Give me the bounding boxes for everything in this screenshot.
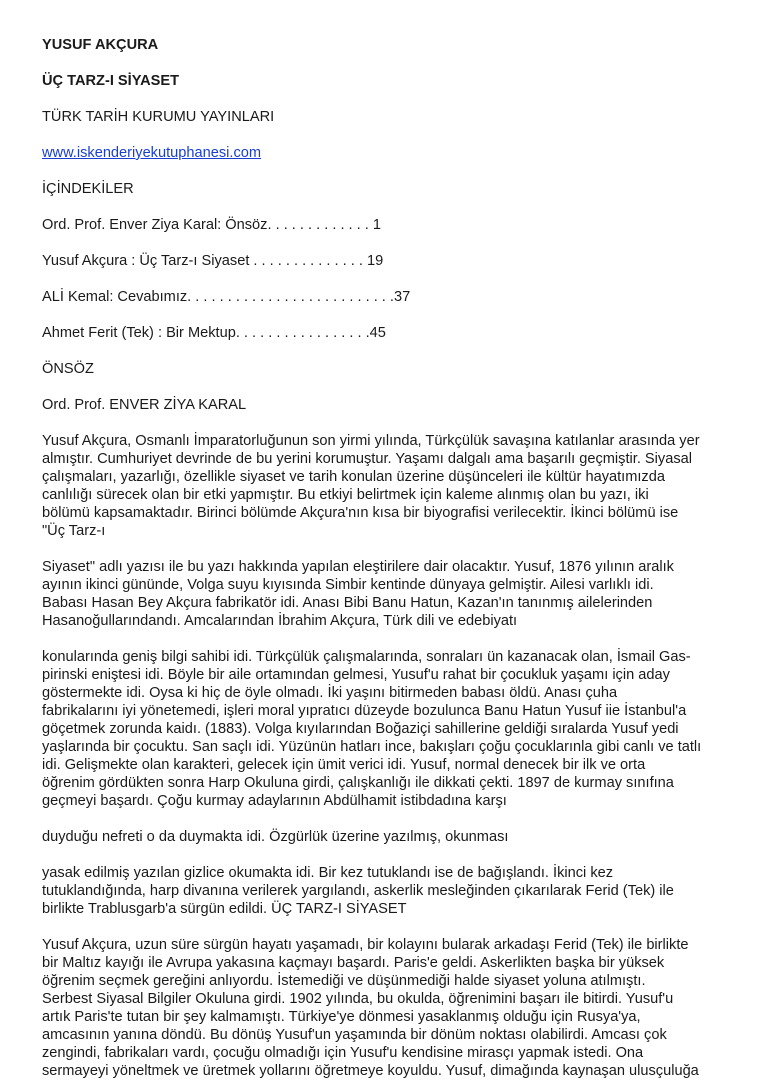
text-line: birlikte Trablusgarb'a sürgün edildi. ÜÇ TARZ-I SİYASET (42, 901, 407, 917)
toc-entry: Ahmet Ferit (Tek) : Bir Mektup. . . . . . . . . . . . . . . . .45 (42, 325, 386, 341)
text-line: çalışmaları, yazarlığı, özellikle siyaset ve tarih konulan üzerine düşünceleri ile kültür hayatımızda (42, 469, 665, 485)
text-line: ayının ikinci gününde, Volga suyu kıyısında Simbir kentinde dünyaya gelmiştir. Ailesi varlıklı idi. (42, 577, 654, 593)
text-line: artık Paris'te tutan bir şey kalmamıştı. Türkiye'ye dönmesi yasaklanmış olduğu için Rusya'ya, (42, 1009, 641, 1025)
author-name: YUSUF AKÇURA (42, 37, 159, 53)
text-line: almıştır. Cumhuriyet devrinde de bu yerini korumuştur. Yaşamı dalgalı ama başarılı geçmiştir. Siyasal (42, 451, 692, 467)
text-line: Babası Hasan Bey Akçura fabrikatör idi. Anası Bibi Banu Hatun, Kazan'ın tanınmış ailelerinden (42, 595, 653, 611)
text-line: tutuklandığında, harp divanına verilerek yargılandı, askerlik mesleğinden çıkarılarak Ferid (Tek) ile (42, 883, 674, 899)
publisher-line: TÜRK TARİH KURUMU YAYINLARI (42, 109, 275, 125)
toc-heading: İÇİNDEKİLER (42, 181, 134, 197)
text-line: yaşlarında bir çocuktu. San saçlı idi. Yüzünün hatları ince, bakışları çoğu çocuklarınla gibi canlı ve tatlı (42, 739, 702, 755)
text-line: Yusuf Akçura, uzun süre sürgün hayatı yaşamadı, bir kolayını bularak arkadaşı Ferid (Tek) ile birlikte (42, 937, 689, 953)
text-line: duyduğu nefreti o da duymakta idi. Özgürlük üzerine yazılmış, okunması (42, 829, 509, 845)
preface-author: Ord. Prof. ENVER ZİYA KARAL (42, 397, 247, 413)
text-line: göstermekte idi. Oysa ki hiç de öyle olmadı. İki yaşını bitirmeden babası öldü. Anası çuha (42, 685, 618, 701)
text-line: amcasının yanına döndü. Bu dönüş Yusuf'un yaşamında bir dönüm noktası olabilirdi. Amcası çok (42, 1027, 667, 1043)
text-line: sermayeyi yöneltmek ve üretmek yollarını öğretmeye koyuldu. Yusuf, dimağında kaynaşan ulusçuluğa (42, 1063, 699, 1079)
text-line: bölümü kapsamaktadır. Birinci bölümde Akçura'nın kısa bir biyografisi verilecektir. İkinci bölümü ise (42, 505, 679, 521)
text-line: Serbest Siyasal Bilgiler Okuluna girdi. 1902 yılında, bu okulda, öğrenimini başarı ile bitirdi. Yusuf'u (42, 991, 674, 1007)
text-line: "Üç Tarz-ı (42, 523, 106, 539)
text-line: Siyaset" adlı yazısı ile bu yazı hakkında yapılan eleştirilere dair olacaktır. Yusuf, 1876 yılının aralık (42, 559, 674, 575)
paragraph-3 (42, 648, 730, 810)
paragraph-4 (42, 828, 730, 846)
text-line: fabrikalarını iyi yönetemedi, işleri moral yıpratıcı düzeyde bozulunca Banu Hatun Yusuf iie İstanbul'a (42, 703, 687, 719)
paragraph-6 (42, 936, 730, 1080)
text-line: Hasanoğullarındandı. Amcalarından İbrahim Akçura, Türk dili ve edebiyatı (42, 613, 518, 629)
text-line: konularında geniş bilgi sahibi idi. Türkçülük çalışmalarında, sonraları ün kazanacak olan, İsmail Gas- (42, 649, 691, 665)
book-title: ÜÇ TARZ-I SİYASET (42, 73, 180, 89)
text-line: geçmeyi başardı. Çoğu kurmay adaylarının Abdülhamit istibdadına karşı (42, 793, 507, 809)
toc-entry: ALİ Kemal: Cevabımız. . . . . . . . . . . . . . . . . . . . . . . . . .37 (42, 289, 411, 305)
paragraph-1 (42, 432, 730, 540)
paragraph-5 (42, 864, 730, 918)
text-line: bir Maltız kayığı ile Avrupa yakasına kaçmayı başardı. Paris'e geldi. Askerlikten başka bir yüksek (42, 955, 665, 971)
toc-entry: Yusuf Akçura : Üç Tarz-ı Siyaset . . . . . . . . . . . . . . 19 (42, 253, 384, 269)
website-link[interactable]: www.iskenderiyekutuphanesi.com (42, 145, 262, 161)
text-line: öğrenim seçmek gereğini anlıyordu. İstemediği ve düşünmediği halde siyaset yoluna atılmıştı. (42, 973, 646, 989)
text-line: canlılığı sürecek olan bir etki yapmıştır. Bu etkiyi belirtmek için kaleme alınmış olan bu yazı, iki (42, 487, 649, 503)
text-line: göçetmek zorunda kaidı. (1883). Volga kıyılarından Boğaziçi sahillerine geldiği sıralarda Yusuf yedi (42, 721, 679, 737)
text-line: idi. Gelişmekte olan karakteri, gelecek için ümit verici idi. Yusuf, normal denecek bir ilk ve orta (42, 757, 646, 773)
text-line: Yusuf Akçura, Osmanlı İmparatorluğunun son yirmi yılında, Türkçülük savaşına katılanlar arasında yer (42, 433, 700, 449)
text-line: zengindi, fabrikaları vardı, çocuğu olmadığı için Yusuf'u kendisine mirasçı yapmak istedi. Ona (42, 1045, 644, 1061)
text-line: öğrenim gördükten sonra Harp Okuluna girdi, çalışkanlığı ile dikkati çekti. 1897 de kurmay sınıfına (42, 775, 674, 791)
preface-heading: ÖNSÖZ (42, 361, 94, 377)
text-line: pirinski eniştesi idi. Böyle bir aile ortamından gelmesi, Yusuf'u rahat bir çocukluk yaşamı için aday (42, 667, 670, 683)
toc-entry: Ord. Prof. Enver Ziya Karal: Önsöz. . . . . . . . . . . . . 1 (42, 217, 382, 233)
paragraph-2 (42, 558, 730, 630)
text-line: yasak edilmiş yazılan gizlice okumakta idi. Bir kez tutuklandı ise de bağışlandı. İkinci kez (42, 865, 614, 881)
